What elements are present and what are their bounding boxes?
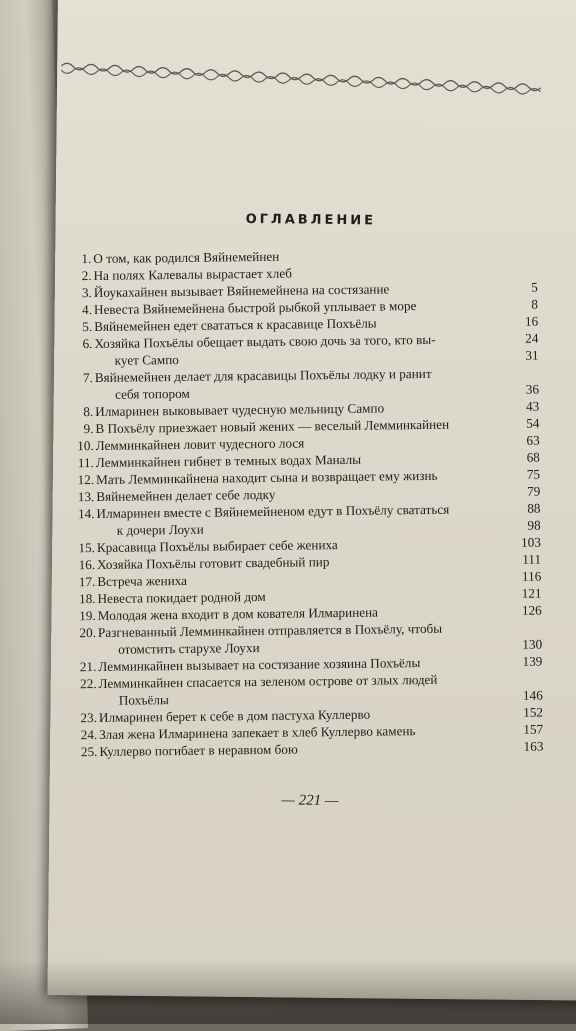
toc-continuation-title: к дочери Лоухи <box>116 521 204 538</box>
toc-entry-title: В Похъёлу приезжает новый жених — веселый Лемминкайнен <box>95 416 450 437</box>
toc-entry-number: 3. <box>81 285 92 301</box>
toc-continuation-title: Похъёлы <box>118 692 169 708</box>
toc-entry-number: 15. <box>78 540 96 556</box>
toc-entry-page: 68 <box>526 449 540 465</box>
toc-entry-number: 20. <box>79 625 97 641</box>
toc-entry-title: Лемминкайнен гибнет в темных водах Маналы <box>95 451 362 471</box>
toc-entry-number: 25. <box>80 744 98 760</box>
toc-continuation-page: 31 <box>525 347 539 363</box>
toc-entry-title: Красавица Похъёлы выбирает себе жениха <box>96 537 338 555</box>
toc-entry-page: 121 <box>521 585 542 601</box>
toc-entry-title: Лемминкайнен вызывает на состязание хозяина Похъёлы <box>98 655 421 674</box>
toc-entry-page: 75 <box>526 466 541 482</box>
book-page <box>47 0 576 1001</box>
toc-entry-title: Невеста покидает родной дом <box>97 588 266 606</box>
toc-entry-number: 8. <box>83 404 94 420</box>
toc-entry-title: Вяйнемейнен едет свататься к красавице Похъёлы <box>94 315 377 335</box>
toc-entry-page: 88 <box>527 500 541 516</box>
toc-continuation-title: себя топором <box>114 385 190 402</box>
toc-entry-page: 163 <box>523 738 544 754</box>
toc-entry-number: 6. <box>82 336 93 352</box>
toc-entry-title: Встреча жениха <box>97 572 188 589</box>
decorative-border-ornament <box>61 52 551 105</box>
toc-entry-page: 157 <box>523 721 544 737</box>
page-number: — 221 — <box>281 792 339 809</box>
toc-entry-page: 43 <box>525 398 540 414</box>
toc-continuation-page: 36 <box>525 381 540 397</box>
toc-entry-title: Лемминкайнен ловит чудесного лося <box>95 435 305 454</box>
toc-entry-page: 139 <box>522 653 543 669</box>
toc-entry-page: 116 <box>521 568 542 584</box>
toc-entry-title: Молодая жена входит в дом кователя Илмаринена <box>97 604 379 623</box>
toc-continuation-page: 98 <box>527 517 541 533</box>
toc-entry-page: 5 <box>531 279 538 295</box>
toc-entry-page: 126 <box>521 602 542 618</box>
toc-entry-page: 63 <box>526 432 540 448</box>
toc-entry-page: 54 <box>526 415 540 431</box>
toc-entry-number: 17. <box>78 574 96 590</box>
toc-entry-title: На полях Калевалы вырастает хлеб <box>93 265 292 284</box>
toc-entry-title: Злая жена Илмаринена запекает в хлеб Куллерво камень <box>99 723 416 742</box>
toc-entry-number: 12. <box>77 472 95 488</box>
toc-entry-number: 22. <box>79 676 97 692</box>
toc-entry-number: 7. <box>82 370 93 386</box>
toc-entry-page: 103 <box>521 534 541 550</box>
toc-entry-title: Мать Лемминкайнена находит сына и возвращает ему жизнь <box>95 467 438 488</box>
toc-entry-number: 2. <box>81 268 92 284</box>
toc-entry-title: Вяйнемейнен делает для красавицы Похъёлы лодку и ранит <box>94 365 432 386</box>
toc-entry-title: Илмаринен берет к себе в дом пастуха Куллерво <box>98 706 371 725</box>
toc-entry-number: 10. <box>77 438 94 454</box>
toc-entry-number: 23. <box>80 710 98 726</box>
toc-entry-page: 16 <box>524 313 539 329</box>
table-shadow <box>0 960 576 1024</box>
toc-list <box>77 245 543 761</box>
toc-entry-title: Илмаринен вместе с Вяйнемейненом едут в Похъёлу свататься <box>96 501 450 522</box>
toc-entry-title: Вяйнемейнен делает себе лодку <box>96 486 276 505</box>
toc-entry-title: Разгневанный Лемминкайнен отправляется в Похъёлу, чтобы <box>97 620 443 640</box>
toc-entry-number: 13. <box>77 489 95 505</box>
toc-continuation-page: 146 <box>522 687 543 703</box>
toc-entry-number: 11. <box>77 455 94 471</box>
toc-entry-number: 24. <box>80 727 98 743</box>
toc-entry-title: Куллерво погибает в неравном бою <box>99 741 298 759</box>
toc-entry-title: Невеста Вяйнемейнена быстрой рыбкой уплывает в море <box>93 298 417 318</box>
toc-continuation-title: отомстить старухе Лоухи <box>118 640 260 657</box>
toc-continuation-title: кует Сампо <box>114 351 179 368</box>
toc-entry-number: 9. <box>83 421 94 437</box>
toc-entry-title: Хозяйка Похъёлы обещает выдать свою дочь за того, кто вы- <box>94 331 436 352</box>
toc-entry-page: 79 <box>526 483 541 499</box>
toc-entry-page: 8 <box>531 296 539 312</box>
toc-entry-number: 4. <box>82 302 93 318</box>
toc-entry-number: 5. <box>82 319 93 335</box>
toc-entry-page: 111 <box>522 551 542 567</box>
toc-entry-title: Йоукахайнен вызывает Вяйнемейнена на состязание <box>93 281 390 301</box>
toc-entry-title: Хозяйка Похъёлы готовит свадебный пир <box>97 554 330 572</box>
toc-entry-title: Илмаринен выковывает чудесную мельницу Сампо <box>95 400 385 420</box>
toc-entry-number: 21. <box>79 659 97 675</box>
toc-entry-number: 1. <box>81 251 92 267</box>
toc-entry-page: 152 <box>523 704 544 720</box>
toc-entry-title: Лемминкайнен спасается на зеленом острове от злых людей <box>98 671 438 691</box>
toc-entry-number: 19. <box>79 608 96 624</box>
toc-entry-title: О том, как родился Вяйнемейнен <box>93 248 280 267</box>
toc-heading: ОГЛАВЛЕНИЕ <box>245 211 377 229</box>
toc-entry-number: 16. <box>78 557 96 573</box>
toc-entry-page: 24 <box>525 330 539 346</box>
toc-continuation-page: 130 <box>522 636 543 652</box>
toc-entry-number: 18. <box>78 591 96 607</box>
toc-entry-number: 14. <box>77 506 95 522</box>
